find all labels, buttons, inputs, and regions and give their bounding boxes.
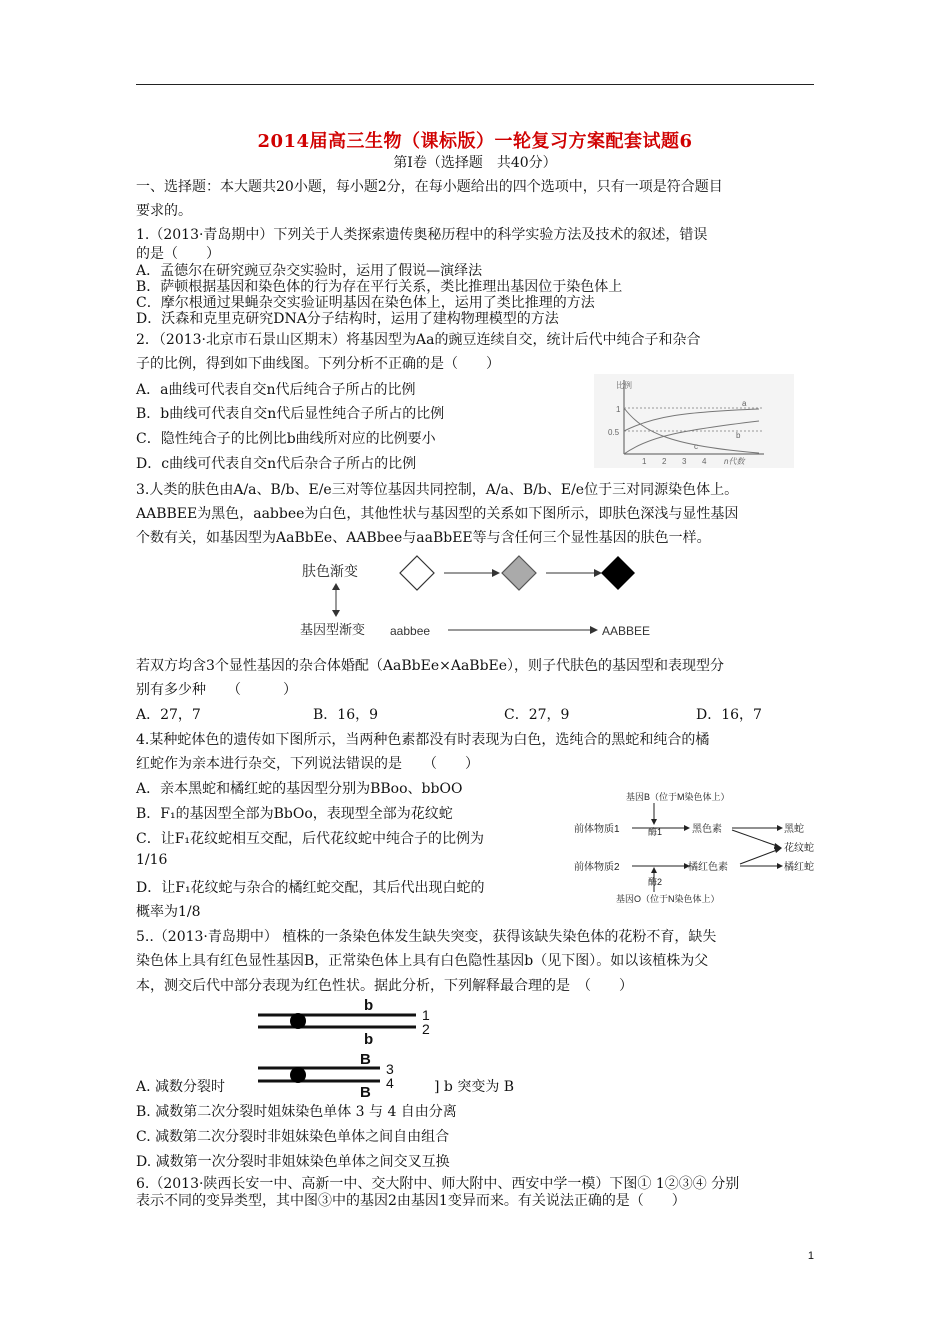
q5-bottom-num-4: 4 <box>386 1075 394 1091</box>
q4-option-c-cont: 1/16 <box>136 852 168 868</box>
q2-curve-graph <box>594 374 794 468</box>
q3-stem2-line2: 别有多少种 （ ） <box>136 682 297 698</box>
q5-top-num-2: 2 <box>422 1021 430 1037</box>
q1-option-d: D．沃森和克里克研究DNA分子结构时，运用了建构物理模型的方法 <box>136 311 559 327</box>
q4-stem-line1: 4.某种蛇体色的遗传如下图所示，当两种色素都没有时表现为白色，选纯合的黑蛇和纯合的橘 <box>136 732 710 748</box>
q4-orange-pigment-label: 橘红色素 <box>688 862 728 873</box>
q3-gray-diamond <box>502 556 536 590</box>
q5-stem-line1: 5..（2013·青岛期中） 植株的一条染色体发生缺失突变，获得该缺失染色体的花粉不育，缺失 <box>136 929 717 945</box>
q3-stem-line2: AABBEE为黑色，aabbee为白色，其他性状与基因型的关系如下图所示，即肤色深浅与显性基因 <box>136 506 739 522</box>
q2-option-c: C．隐性纯合子的比例比b曲线所对应的比例要小 <box>136 431 436 447</box>
q2-graph-ylabel: 比例 <box>616 381 632 390</box>
q5-option-b: B. 减数第二次分裂时姐妹染色单体 3 与 4 自由分离 <box>136 1104 457 1120</box>
q2-option-b: B．b曲线可代表自交n代后显性纯合子所占的比例 <box>136 406 445 422</box>
q4-gene-o-label: 基因O（位于N染色体上） <box>616 894 720 904</box>
page-number: 1 <box>807 1250 814 1262</box>
q3-black-diamond <box>601 556 635 590</box>
q4-option-d-cont: 概率为1/8 <box>136 904 201 920</box>
q4-option-a: A．亲本黑蛇和橘红蛇的基因型分别为BBoo、bbOO <box>136 781 463 797</box>
q4-patterned-snake-label: 花纹蛇 <box>784 843 814 854</box>
q4-enzyme2-label: 酶2 <box>648 877 663 887</box>
q4-enzyme1-label: 酶1 <box>648 827 663 837</box>
q5-option-a-start: A. 减数分裂时 <box>136 1079 226 1095</box>
q3-option-a: A．27，7 <box>136 707 201 723</box>
q5-option-d: D. 减数第一次分裂时非姐妹染色单体之间交叉互换 <box>136 1154 450 1170</box>
section-intro-line2: 要求的。 <box>136 203 192 219</box>
q6-stem-line1: 6.（2013·陕西长安一中、高新一中、交大附中、师大附中、西安中学一模）下图① 1②③④ 分别 <box>136 1176 740 1192</box>
q5-option-a-end: ] b 突变为 B <box>434 1079 515 1095</box>
q2-stem-line1: 2．（2013·北京市石景山区期末）将基因型为Aa的豌豆连续自交，统计后代中纯合子和杂合 <box>136 332 701 348</box>
q3-option-b: B．16，9 <box>313 707 379 723</box>
q3-option-d: D．16，7 <box>696 707 762 723</box>
q1-option-b: B．萨顿根据基因和染色体的行为存在平行关系，类比推理出基因位于染色体上 <box>136 279 623 295</box>
q5-centromere-bottom <box>290 1067 306 1083</box>
q1-stem-line2: 的是（ ） <box>136 246 220 262</box>
q3-white-diamond <box>400 556 434 590</box>
q5-bottom-gene-bottom: B <box>360 1084 371 1100</box>
q4-precursor2-label: 前体物质2 <box>574 862 620 873</box>
q5-centromere-top <box>290 1013 306 1029</box>
q2-graph-xtick-4: 4 <box>702 457 707 466</box>
q4-option-d: D．让F₁花纹蛇与杂合的橘红蛇交配，其后代出现白蛇的 <box>136 880 485 896</box>
q3-option-c: C．27，9 <box>504 707 570 723</box>
q2-option-a: A．a曲线可代表自交n代后纯合子所占的比例 <box>136 382 416 398</box>
q4-stem-line2: 红蛇作为亲本进行杂交，下列说法错误的是 （ ） <box>136 756 479 772</box>
q4-option-c: C．让F₁花纹蛇相互交配，后代花纹蛇中纯合子的比例为 <box>136 831 485 847</box>
q3-figure-left-genotype: aabbee <box>390 624 431 638</box>
q3-figure-right-genotype: AABBEE <box>602 624 651 638</box>
q4-orange-snake-label: 橘红蛇 <box>784 862 814 873</box>
q5-bottom-gene-top: B <box>360 1051 371 1068</box>
q2-graph-ytick-05: 0.5 <box>608 428 620 437</box>
q1-stem-line1: 1.（2013·青岛期中）下列关于人类探索遗传奥秘历程中的科学实验方法及技术的叙述，错误 <box>136 227 708 243</box>
q5-chromosome-figure <box>250 996 450 1100</box>
q6-stem-line2: 表示不同的变异类型，其中图③中的基因2由基因1变异而来。有关说法正确的是（ ） <box>136 1193 686 1209</box>
q5-stem-line3: 本，测交后代中部分表现为红色性状。据此分析，下列解释最合理的是 （ ） <box>136 978 633 994</box>
q5-mid-gene-label: b <box>364 1031 374 1048</box>
q3-figure-row1-label: 肤色渐变 <box>302 563 358 579</box>
section-subtitle: 第Ⅰ卷（选择题 共40分） <box>393 155 557 171</box>
q1-option-a: A．孟德尔在研究豌豆杂交实验时，运用了假说—演绎法 <box>136 263 483 279</box>
q2-graph-ytick-1: 1 <box>616 405 621 414</box>
header-rule <box>136 84 814 85</box>
q4-gene-b-label: 基因B（位于M染色体上） <box>626 792 730 802</box>
q5-option-c: C. 减数第二次分裂时非姐妹染色单体之间自由组合 <box>136 1129 450 1145</box>
q3-stem-line3: 个数有关，如基因型为AaBbEe、AABbee与aaBbEE等与含任何三个显性基因的肤色一样。 <box>136 530 711 546</box>
q4-black-pigment-label: 黑色素 <box>692 824 722 835</box>
q3-stem2-line1: 若双方均含3个显性基因的杂合体婚配（AaBbEe×AaBbEe），则子代肤色的基因型和表现型分 <box>136 658 725 674</box>
q5-stem-line2: 染色体上具有红色显性基因B，正常染色体上具有白色隐性基因b（见下图）。如以该植株为父 <box>136 953 709 969</box>
q2-graph-xlabel: n代数 <box>724 457 745 466</box>
q5-top-gene-label: b <box>364 997 374 1014</box>
q3-figure-row2-label: 基因型渐变 <box>300 622 366 637</box>
page-title: 2014届高三生物（课标版）一轮复习方案配套试题6 <box>257 131 693 152</box>
q2-graph-label-a: a <box>742 399 747 408</box>
q5-top-num-1: 1 <box>422 1007 430 1023</box>
section-intro-line1: 一、选择题：本大题共20小题，每小题2分，在每小题给出的四个选项中，只有一项是符合题目 <box>136 179 723 195</box>
q2-graph-xtick-2: 2 <box>662 457 667 466</box>
q2-stem-line2: 子的比例，得到如下曲线图。下列分析不正确的是（ ） <box>136 356 500 372</box>
q4-black-snake-label: 黑蛇 <box>784 824 804 835</box>
q2-graph-xtick-1: 1 <box>642 457 647 466</box>
q2-graph-label-b: b <box>736 431 741 440</box>
q2-graph-label-c: c <box>694 442 698 451</box>
q2-option-d: D．c曲线可代表自交n代后杂合子所占的比例 <box>136 456 417 472</box>
q3-skin-color-figure <box>294 552 660 644</box>
q1-option-c: C．摩尔根通过果蝇杂交实验证明基因在染色体上，运用了类比推理的方法 <box>136 295 595 311</box>
q4-snake-color-pathway <box>572 786 828 908</box>
q4-option-b: B．F₁的基因型全部为BbOo，表现型全部为花纹蛇 <box>136 806 453 822</box>
q5-bottom-num-3: 3 <box>386 1061 394 1077</box>
q3-stem-line1: 3.人类的肤色由A/a、B/b、E/e三对等位基因共同控制，A/a、B/b、E/e位于三对同源染色体上。 <box>136 482 739 498</box>
q2-graph-xtick-3: 3 <box>682 457 687 466</box>
q4-precursor1-label: 前体物质1 <box>574 824 620 835</box>
